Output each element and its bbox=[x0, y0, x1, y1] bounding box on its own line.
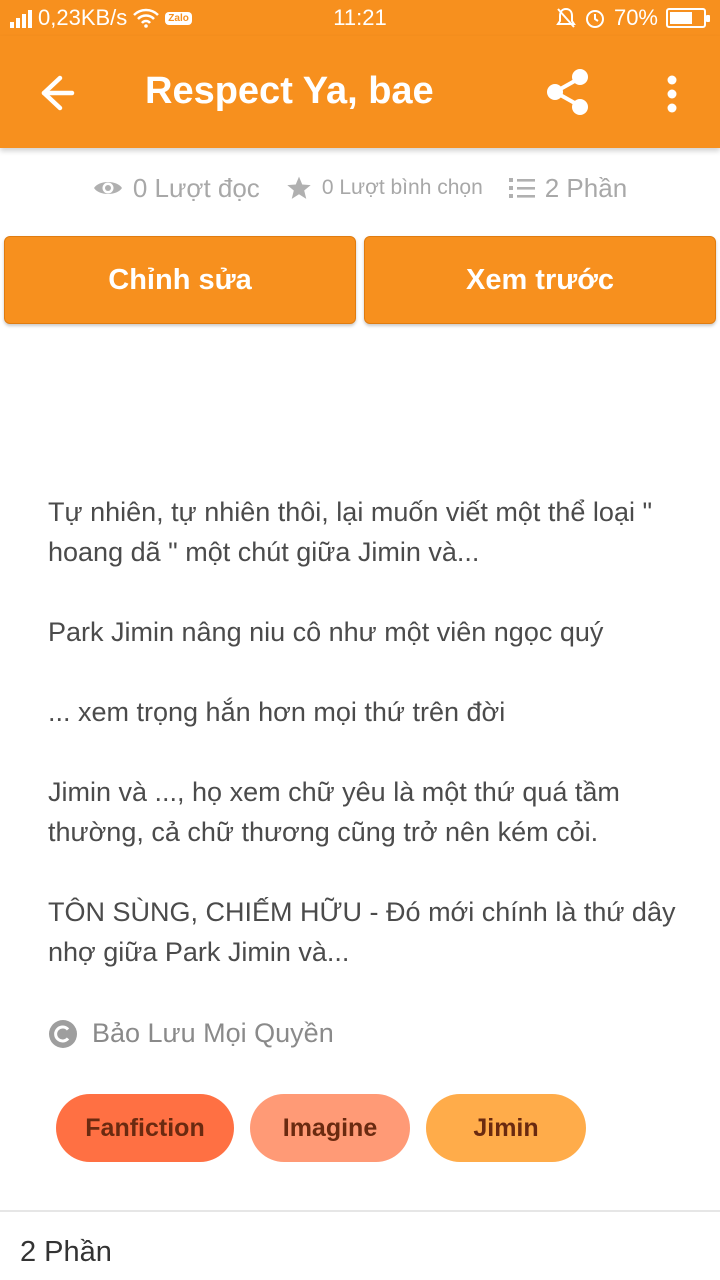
status-bar bbox=[0, 0, 720, 36]
parts-count: 2 Phần bbox=[544, 172, 628, 203]
divider bbox=[0, 1210, 720, 1212]
tag-fanfiction[interactable]: Fanfiction bbox=[56, 1094, 234, 1162]
copyright-icon bbox=[48, 1019, 78, 1049]
tag-list bbox=[56, 1094, 586, 1162]
status-time: 11:21 bbox=[333, 5, 387, 30]
eye-icon bbox=[93, 178, 123, 198]
reads-stat bbox=[93, 173, 260, 204]
tag-jimin[interactable]: Jimin bbox=[426, 1094, 586, 1162]
parts-heading: 2 Phần bbox=[20, 1236, 112, 1268]
battery-icon bbox=[666, 8, 706, 28]
list-icon bbox=[509, 177, 535, 199]
description-paragraph: TÔN SÙNG, CHIẾM HỮU - Đó mới chính là thứ dây nhợ giữa Park Jimin và... bbox=[48, 897, 676, 967]
arrow-left-icon[interactable] bbox=[34, 70, 80, 116]
zalo-icon: Zalo bbox=[165, 12, 192, 25]
more-vert-icon[interactable] bbox=[650, 72, 694, 116]
edit-button[interactable]: Chỉnh sửa bbox=[4, 236, 356, 324]
description-paragraph: Tự nhiên, tự nhiên thôi, lại muốn viết một thể loại " hoang dã " một chút giữa Jimin và... bbox=[48, 497, 653, 567]
battery-percent: 70% bbox=[613, 5, 658, 30]
story-description bbox=[48, 492, 688, 1012]
network-speed: 0,23KB/s bbox=[38, 5, 128, 30]
copyright-label: Bảo Lưu Mọi Quyền bbox=[92, 1018, 334, 1048]
star-icon bbox=[286, 175, 312, 201]
votes-count: 0 Lượt bình chọn bbox=[321, 176, 483, 199]
tag-imagine[interactable]: Imagine bbox=[250, 1094, 410, 1162]
reads-count: 0 Lượt đọc bbox=[132, 172, 260, 203]
story-title: Respect Ya, bae bbox=[145, 70, 434, 112]
parts-stat bbox=[509, 173, 627, 204]
preview-button[interactable]: Xem trước bbox=[364, 236, 716, 324]
description-paragraph: ... xem trọng hắn hơn mọi thứ trên đời bbox=[48, 697, 506, 727]
story-stats bbox=[0, 166, 720, 210]
description-paragraph: Jimin và ..., họ xem chữ yêu là một thứ quá tầm thường, cả chữ thương cũng trở nên kém cỏi. bbox=[48, 777, 620, 847]
app-bar bbox=[0, 36, 720, 148]
votes-stat bbox=[286, 175, 483, 201]
description-paragraph: Park Jimin nâng niu cô như một viên ngọc quý bbox=[48, 617, 604, 647]
alarm-icon bbox=[584, 7, 606, 29]
bell-off-icon bbox=[556, 7, 576, 29]
copyright-notice bbox=[48, 1018, 334, 1049]
share-icon[interactable] bbox=[540, 64, 596, 120]
